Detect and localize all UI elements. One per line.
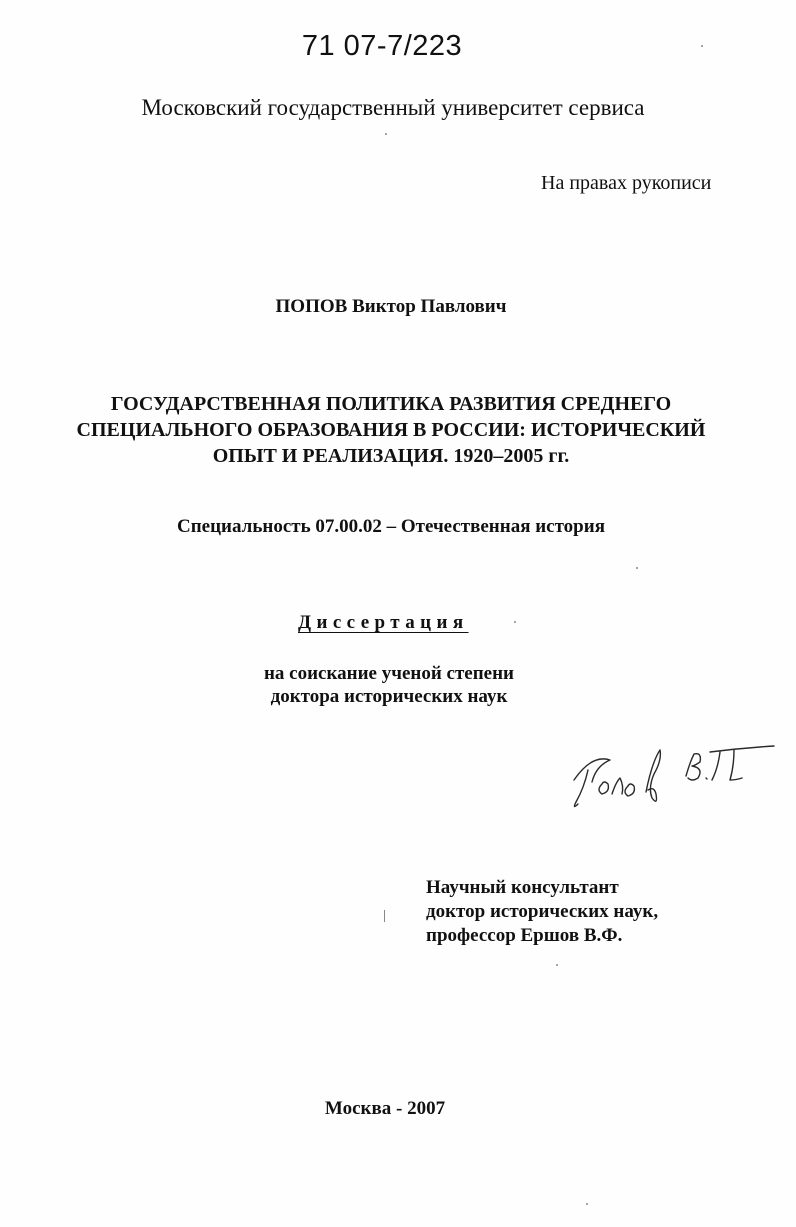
specialty-line: Специальность 07.00.02 – Отечественная история [177, 516, 605, 537]
dissertation-title [0, 391, 782, 469]
author-given-name: Виктор Павлович [352, 296, 507, 317]
consultant-line: доктор исторических наук, [426, 901, 659, 922]
handwritten-signature [562, 740, 782, 815]
consultant-line: профессор Ершов В.Ф. [426, 925, 623, 946]
title-line: ОПЫТ И РЕАЛИЗАЦИЯ. 1920–2005 гг. [212, 445, 570, 467]
title-line: СПЕЦИАЛЬНОГО ОБРАЗОВАНИЯ В РОССИИ: ИСТОРИЧЕСКИЙ [76, 419, 706, 441]
document-type: Диссертация [298, 612, 469, 633]
scan-speck [556, 964, 558, 966]
city-and-year: Москва - 2007 [324, 1098, 446, 1119]
scan-speck [385, 133, 387, 135]
author-name [0, 296, 782, 318]
scientific-consultant [426, 876, 658, 948]
scan-speck [701, 45, 703, 47]
manuscript-rights-note: На правах рукописи [541, 172, 712, 194]
consultant-line: Научный консультант [426, 877, 619, 898]
degree-line: на соискание ученой степени [263, 663, 514, 684]
scan-speck [586, 1203, 588, 1205]
university-name: Московский государственный университет сервиса [141, 95, 645, 120]
author-surname: ПОПОВ [275, 296, 348, 317]
scan-speck [636, 567, 638, 569]
title-line: ГОСУДАРСТВЕННАЯ ПОЛИТИКА РАЗВИТИЯ СРЕДНЕГО [110, 393, 672, 415]
scan-speck [514, 621, 516, 623]
scan-speck [384, 910, 385, 922]
degree-description [0, 662, 778, 708]
shelf-mark: 71 07-7/223 [301, 30, 463, 62]
degree-line: доктора исторических наук [270, 686, 508, 707]
